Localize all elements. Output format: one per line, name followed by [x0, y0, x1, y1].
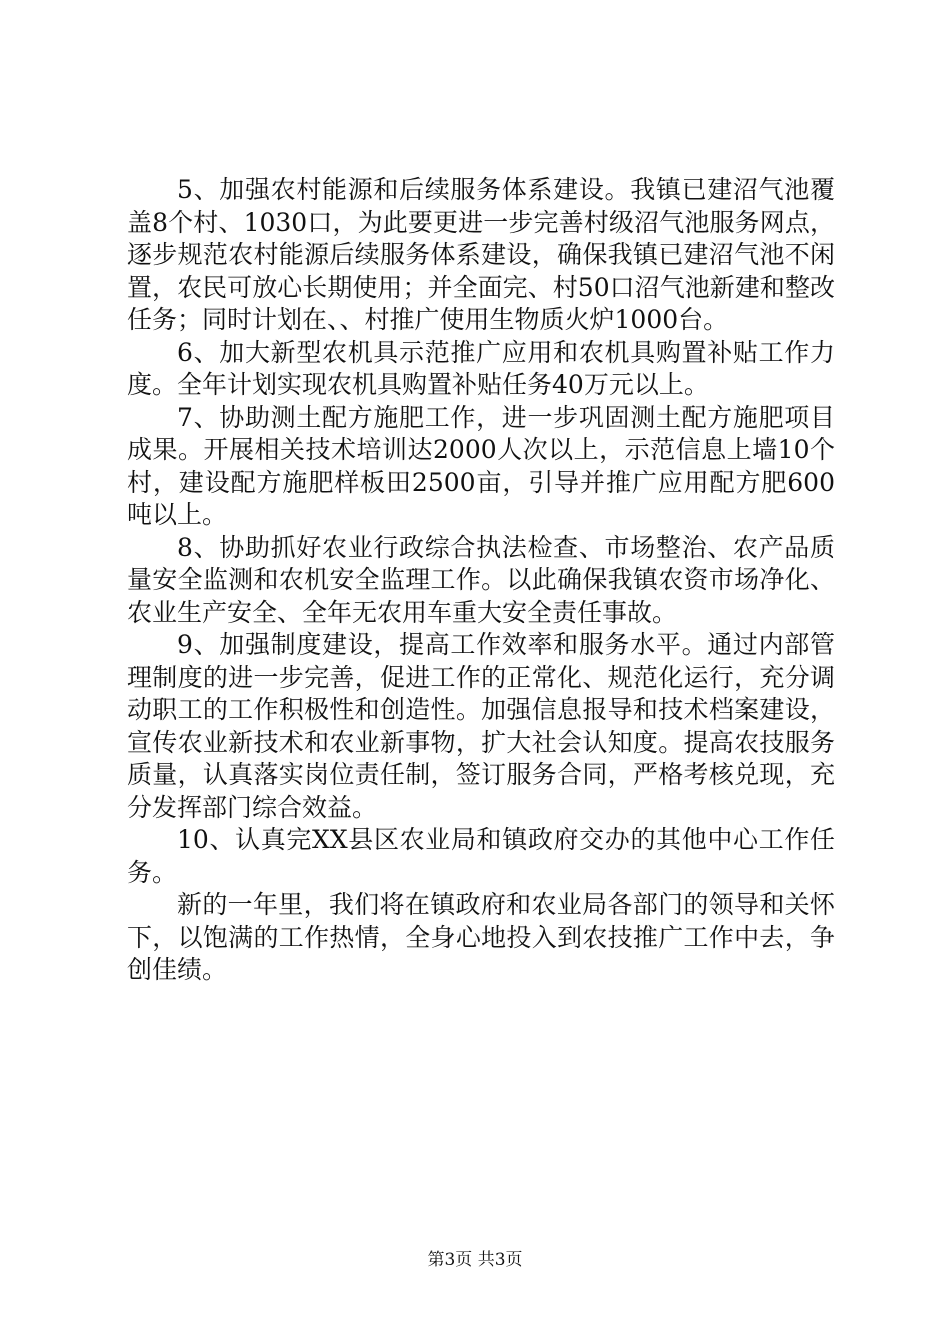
paragraph-item-9: 9、加强制度建设，提高工作效率和服务水平。通过内部管理制度的进一步完善，促进工作的正常化、规范化运行，充分调动职工的工作积极性和创造性。加强信息报导和技术档案建设，宣传农业新技术和农业新事物，扩大社会认知度。提高农技服务质量，认真落实岗位责任制，签订服务合同，严格考核兑现，充分发挥部门综合效益。 — [127, 630, 835, 822]
page-footer — [0, 1245, 950, 1270]
document-body — [127, 174, 835, 987]
paragraph-item-7: 7、协助测土配方施肥工作，进一步巩固测土配方施肥项目成果。开展相关技术培训达2000人次以上，示范信息上墙10个村，建设配方施肥样板田2500亩，引导并推广应用配方肥600吨以上。 — [127, 402, 835, 529]
paragraph-item-5: 5、加强农村能源和后续服务体系建设。我镇已建沼气池覆盖8个村、1030口，为此要更进一步完善村级沼气池服务网点，逐步规范农村能源后续服务体系建设，确保我镇已建沼气池不闲置，农民可放心长期使用；并全面完、村50口沼气池新建和整改任务；同时计划在、、村推广使用生物质火炉1000台。 — [127, 175, 835, 334]
paragraph-item-10: 10、认真完XX县区农业局和镇政府交办的其他中心工作任务。 — [127, 825, 835, 887]
page-number-label: 第3页 共3页 — [427, 1250, 523, 1270]
paragraph-item-6: 6、加大新型农机具示范推广应用和农机具购置补贴工作力度。全年计划实现农机具购置补贴任务40万元以上。 — [127, 337, 835, 399]
paragraph-item-8: 8、协助抓好农业行政综合执法检查、市场整治、农产品质量安全监测和农机安全监理工作。以此确保我镇农资市场净化、农业生产安全、全年无农用车重大安全责任事故。 — [127, 532, 835, 627]
paragraph-closing: 新的一年里，我们将在镇政府和农业局各部门的领导和关怀下，以饱满的工作热情，全身心地投入到农技推广工作中去，争创佳绩。 — [127, 890, 835, 984]
